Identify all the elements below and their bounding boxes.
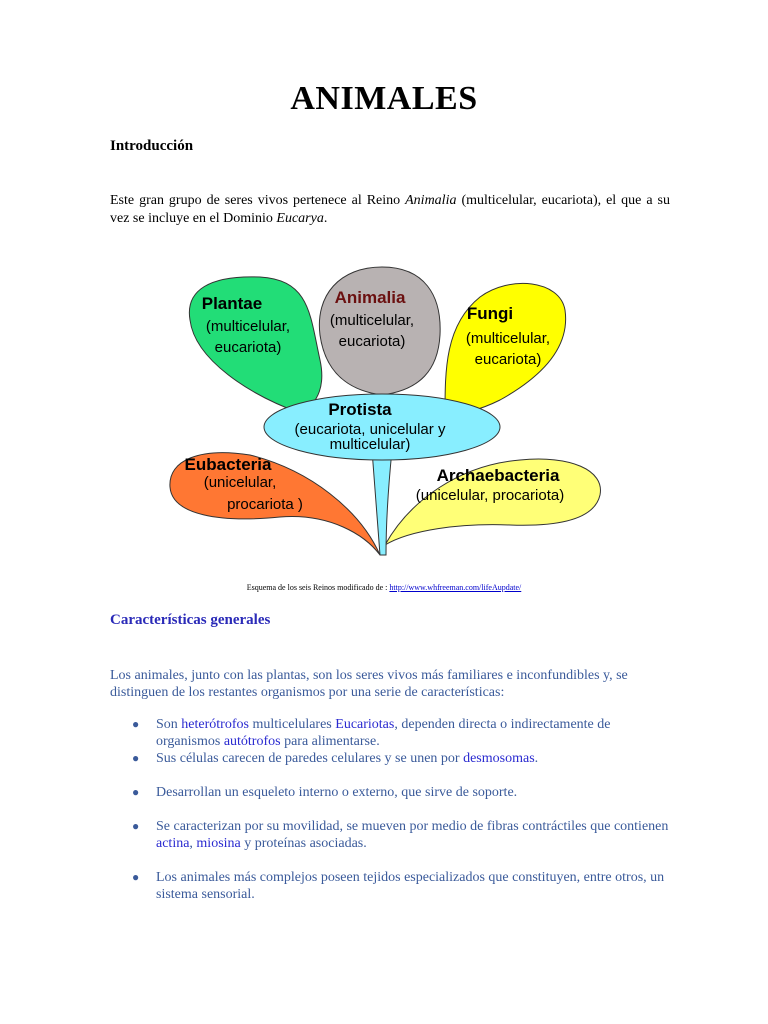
list-item — [110, 818, 670, 852]
section-heading-general: Características generales — [110, 612, 271, 628]
label-archaebacteria-line1: (unicelular, procariota) — [415, 487, 565, 504]
label-fungi-line1: (multicelular, — [465, 330, 551, 347]
label-animalia-line2: eucariota) — [338, 333, 406, 350]
text: . — [534, 751, 539, 766]
intro-italic-animalia: Animalia — [405, 193, 457, 208]
term-miosina[interactable]: miosina — [196, 836, 241, 851]
intro-text-2: (multicelular, eucariota), el que a su vez se incluye en el Dominio — [110, 193, 670, 226]
term-heterotrofos[interactable]: heterótrofos — [181, 717, 249, 732]
petal-animalia — [319, 267, 440, 395]
bullet-icon: ● — [132, 751, 140, 765]
bullet-icon: ● — [132, 785, 140, 799]
characteristics-list — [110, 716, 670, 903]
label-protista-line2: multicelular) — [329, 436, 411, 453]
list-item — [110, 750, 670, 767]
label-animalia-line1: (multicelular, — [329, 312, 415, 329]
label-fungi-line2: eucariota) — [474, 351, 542, 368]
intro-italic-eucarya: Eucarya — [276, 211, 324, 226]
intro-heading: Introducción — [110, 138, 194, 154]
diagram-caption — [0, 583, 768, 592]
bullet-icon: ● — [132, 870, 140, 884]
term-desmosomas[interactable]: desmosomas — [463, 751, 535, 766]
intro-text-1: Este gran grupo de seres vivos pertenece al Reino — [110, 193, 406, 208]
term-actina[interactable]: actina — [156, 836, 190, 851]
label-plantae: Plantae — [201, 294, 263, 313]
label-archaebacteria: Archaebacteria — [436, 466, 560, 485]
general-paragraph: Los animales, junto con las plantas, son los seres vivos más familiares e inconfundibles y, se distinguen de los restantes organismos por una serie de características: — [110, 668, 628, 700]
label-eubacteria-line1: (unicelular, — [203, 474, 277, 491]
bullet-icon: ● — [132, 819, 140, 833]
intro-paragraph — [110, 192, 670, 228]
intro-text-3: . — [323, 211, 328, 226]
label-eubacteria: Eubacteria — [184, 455, 272, 474]
term-eucariotas[interactable]: Eucariotas — [335, 717, 395, 732]
caption-link[interactable]: http://www.whfreeman.com/lifeAupdate/ — [389, 583, 522, 592]
label-eubacteria-line2: procariota ) — [227, 496, 303, 513]
label-animalia: Animalia — [334, 288, 406, 307]
text: multicelulares — [248, 717, 336, 732]
caption-text: Esquema de los seis Reinos modificado de : — [246, 583, 390, 592]
text: Se caracterizan por su movilidad, se mueven por medio de fibras contráctiles que contienen — [156, 819, 669, 834]
label-fungi: Fungi — [466, 304, 514, 323]
label-protista: Protista — [328, 400, 392, 419]
text: Son — [156, 717, 182, 732]
text: y proteínas asociadas. — [240, 836, 367, 851]
text: Desarrollan un esqueleto interno o externo, que sirve de soporte. — [156, 785, 518, 800]
list-item — [110, 869, 670, 903]
label-plantae-line1: (multicelular, — [205, 318, 291, 335]
list-item — [110, 716, 670, 750]
text: Los animales más complejos poseen tejidos especializados que constituyen, entre otros, un sistema sensorial. — [156, 870, 665, 902]
label-protista-line1: (eucariota, unicelular y — [294, 421, 446, 438]
list-item — [110, 784, 670, 801]
term-autotrofos[interactable]: autótrofos — [223, 734, 281, 749]
six-kingdoms-diagram — [160, 255, 610, 565]
text: , — [189, 836, 197, 851]
bullet-icon: ● — [132, 717, 140, 731]
label-plantae-line2: eucariota) — [214, 339, 282, 356]
text: para alimentarse. — [280, 734, 380, 749]
page-title: ANIMALES — [290, 80, 478, 117]
text: , dependen directa o indirectamente de organismos — [156, 717, 611, 749]
text: Sus células carecen de paredes celulares y se unen por — [156, 751, 464, 766]
